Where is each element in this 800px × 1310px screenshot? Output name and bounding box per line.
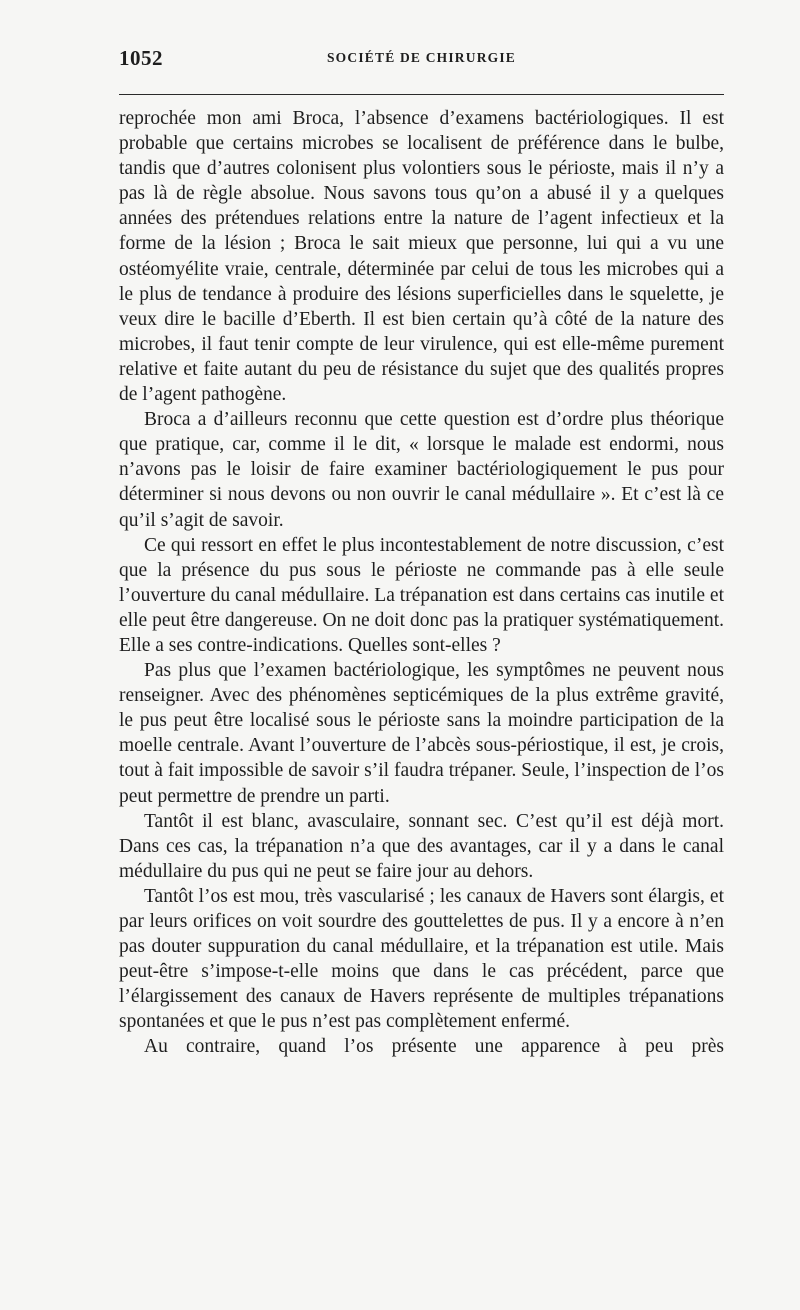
paragraph-1: reprochée mon ami Broca, l’absence d’examens bactériologiques. Il est probable que certains microbes se localisent de préférence dans le bulbe, tandis que d’autres colonisent plus volontiers sous le périoste, mais il n’y a pas là de règle absolue. Nous savons tous qu’on a abusé il y a quelques années des prétendues relations entre la nature de l’agent infectieux et la forme de la lésion ; Broca le sait mieux que personne, lui qui a vu une ostéomyélite vraie, centrale, déterminée par celui de tous les microbes qui a le plus de tendance à produire des lésions superficielles dans le squelette, je veux dire le bacille d’Eberth. Il est bien certain qu’à côté de la nature des microbes, il faut tenir compte de leur virulence, qui est elle-même purement relative et faite autant du peu de résistance du sujet que des qualités propres de l’agent pathogène. <box>119 108 724 406</box>
page-number: 1052 <box>119 46 163 70</box>
paragraph-7: Au contraire, quand l’os présente une apparence à peu près <box>144 1036 724 1058</box>
page-header <box>119 46 724 74</box>
paragraph-5: Tantôt il est blanc, avasculaire, sonnant sec. C’est qu’il est déjà mort. Dans ces cas, la trépanation n’a que des avantages, car il y a dans le canal médullaire du pus qui ne peut se faire jour au dehors. <box>119 810 724 882</box>
paragraph-2: Broca a d’ailleurs reconnu que cette question est d’ordre plus théorique que pratique, car, comme il le dit, « lorsque le malade est endormi, nous n’avons pas le loisir de faire examiner bactériologiquement le pus pour déterminer si nous devons ou non ouvrir le canal médullaire ». Et c’est là ce qu’il s’agit de savoir. <box>119 409 724 531</box>
header-rule <box>119 94 724 95</box>
paragraph-3: Ce qui ressort en effet le plus incontestablement de notre discussion, c’est que la présence du pus sous le périoste ne commande pas à elle seule l’ouverture du canal médullaire. La trépanation est dans certains cas inutile et elle peut être dangereuse. On ne doit donc pas la pratiquer systématiquement. Elle a ses contre-indications. Quelles sont-elles ? <box>119 534 724 656</box>
paragraph-4: Pas plus que l’examen bactériologique, les symptômes ne peuvent nous renseigner. Avec des phénomènes septicémiques de la plus extrême gravité, le pus peut être localisé sous le périoste sans la moindre participation de la moelle centrale. Avant l’ouverture de l’abcès sous-périostique, il est, je crois, tout à fait impossible de savoir s’il faudra trépaner. Seule, l’inspection de l’os peut permettre de prendre un parti. <box>119 660 724 807</box>
paragraph-6: Tantôt l’os est mou, très vascularisé ; les canaux de Havers sont élargis, et par leurs orifices on voit sourdre des gouttelettes de pus. Il y a encore à n’en pas douter suppuration du canal médullaire, et la trépanation est utile. Mais peut-être s’impose-t-elle moins que dans le cas précédent, parce que l’élargissement des canaux de Havers représente de multiples trépanations spontanées et que le pus n’est pas complètement enfermé. <box>119 885 724 1033</box>
running-title: SOCIÉTÉ DE CHIRURGIE <box>326 50 517 65</box>
body-text <box>119 106 724 1060</box>
